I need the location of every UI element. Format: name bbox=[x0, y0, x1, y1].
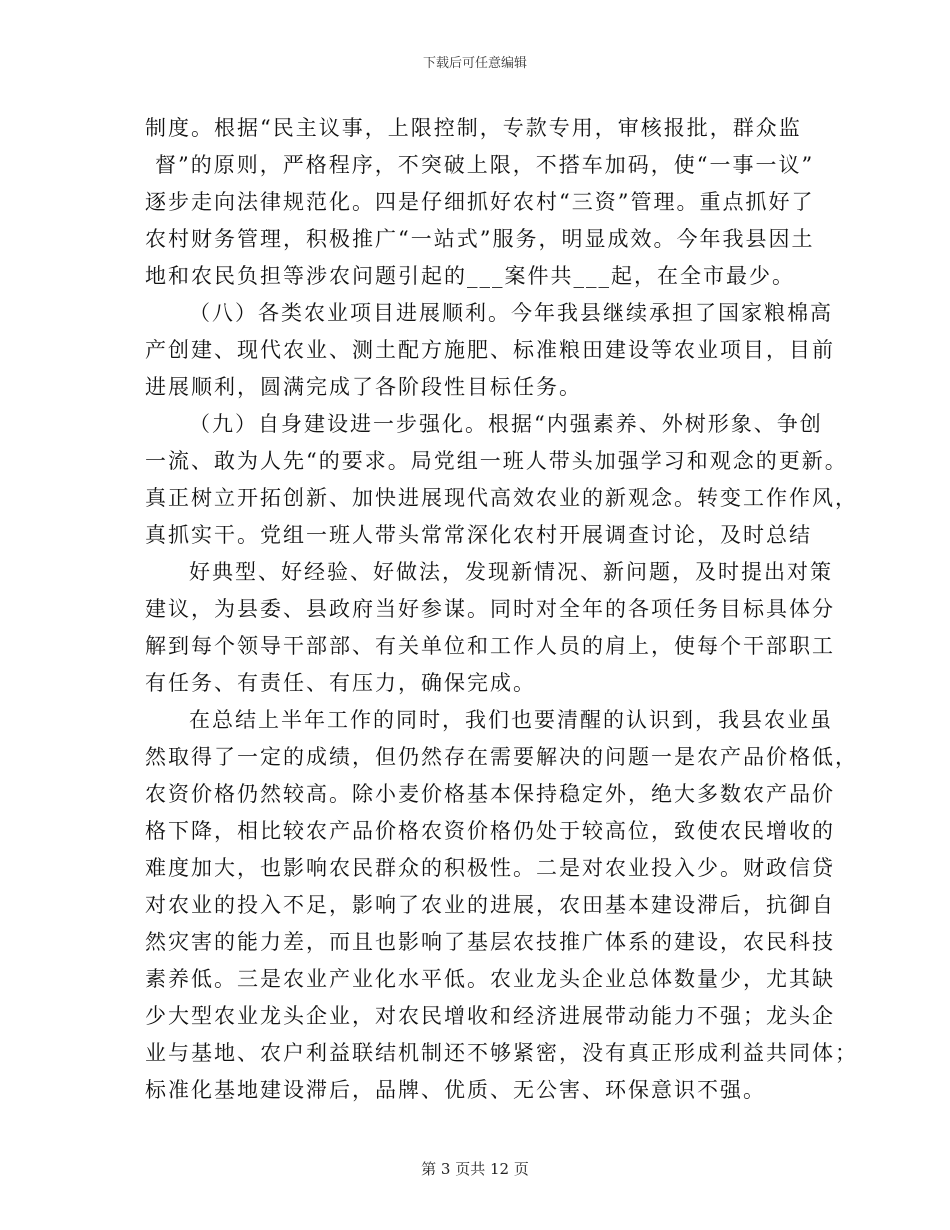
text-line: 解到每个领导干部部、有关单位和工作人员的肩上，使每个干部职工 bbox=[145, 634, 835, 658]
text-line: 农资价格仍然较高。除小麦价格基本保持稳定外，绝大多数农产品价 bbox=[145, 782, 835, 806]
text-line: 然灾害的能力差，而且也影响了基层农技推广体系的建设，农民科技 bbox=[145, 930, 835, 954]
page-footer: 第 3 页共 12 页 bbox=[421, 1160, 529, 1178]
text-line: 业与基地、农户利益联结机制还不够紧密，没有真正形成利益共同体； bbox=[145, 1041, 858, 1065]
text-line: 好典型、好经验、好做法，发现新情况、新问题，及时提出对策 bbox=[189, 560, 833, 584]
text-line: 建议，为县委、县政府当好参谋。同时对全年的各项任务目标具体分 bbox=[145, 597, 835, 621]
text-line: 真抓实干。党组一班人带头常常深化农村开展调查讨论，及时总结 bbox=[145, 523, 812, 547]
text-line: 制度。根据“民主议事，上限控制，专款专用，审核报批，群众监 bbox=[145, 116, 802, 140]
text-line: 然取得了一定的成绩，但仍然存在需要解决的问题一是农产品价格低， bbox=[145, 745, 858, 769]
text-line: 地和农民负担等涉农问题引起的___案件共___起，在全市最少。 bbox=[145, 264, 795, 288]
text-line: 督”的原则，严格程序，不突破上限，不搭车加码，使“一事一议” bbox=[155, 153, 815, 177]
text-line: 在总结上半年工作的同时，我们也要清醒的认识到，我县农业虽 bbox=[189, 708, 833, 732]
text-line: 一流、敢为人先“的要求。局党组一班人带头加强学习和观念的更新。 bbox=[145, 449, 848, 473]
text-line: 真正树立开拓创新、加快进展现代高效农业的新观念。转变工作作风， bbox=[145, 486, 858, 510]
text-line: 农村财务管理，积极推广“一站式”服务，明显成效。今年我县因土 bbox=[145, 227, 815, 251]
text-line: （八）各类农业项目进展顺利。今年我县继续承担了国家粮棉高 bbox=[189, 301, 833, 325]
text-line: 产创建、现代农业、测土配方施肥、标准粮田建设等农业项目，目前 bbox=[145, 338, 835, 362]
text-line: 逐步走向法律规范化。四是仔细抓好农村“三资”管理。重点抓好了 bbox=[145, 190, 815, 214]
page-header: 下载后可任意编辑 bbox=[422, 56, 527, 71]
text-line: 格下降，相比较农产品价格农资价格仍处于较高位，致使农民增收的 bbox=[145, 819, 835, 843]
document-body bbox=[145, 110, 858, 1109]
text-line: 少大型农业龙头企业，对农民增收和经济进展带动能力不强；龙头企 bbox=[145, 1004, 835, 1028]
text-line: 难度加大，也影响农民群众的积极性。二是对农业投入少。财政信贷 bbox=[145, 856, 835, 880]
text-line: （九）自身建设进一步强化。根据“内强素养、外树形象、争创 bbox=[189, 412, 823, 436]
text-line: 进展顺利，圆满完成了各阶段性目标任务。 bbox=[145, 375, 582, 399]
text-line: 有任务、有责任、有压力，确保完成。 bbox=[145, 671, 536, 695]
text-line: 素养低。三是农业产业化水平低。农业龙头企业总体数量少，尤其缺 bbox=[145, 967, 835, 991]
text-line: 标准化基地建设滞后，品牌、优质、无公害、环保意识不强。 bbox=[145, 1078, 766, 1102]
text-line: 对农业的投入不足，影响了农业的进展，农田基本建设滞后，抗御自 bbox=[145, 893, 835, 917]
